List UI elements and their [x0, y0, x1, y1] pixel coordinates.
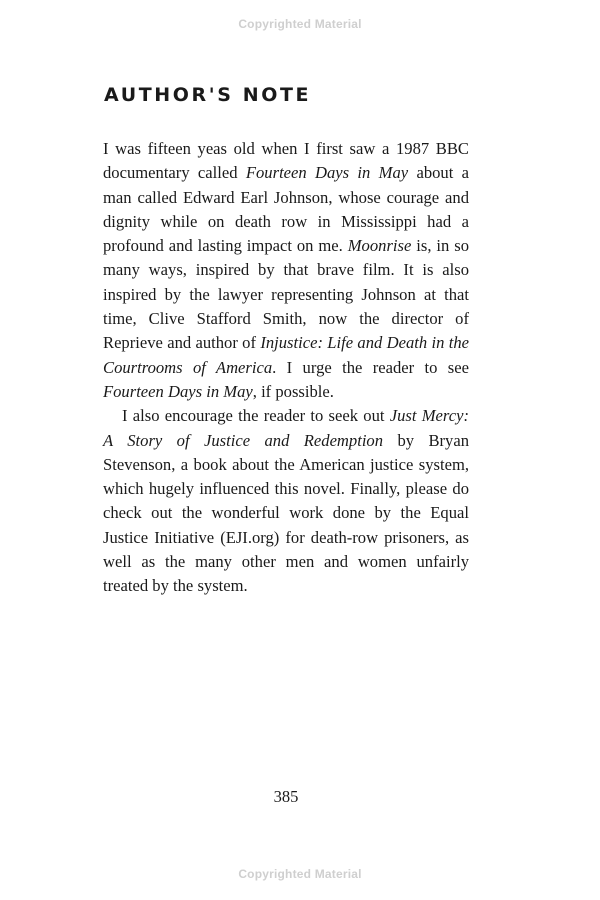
- title-just-mercy: Just Mercy: A Story of Justice and Redemption: [103, 406, 469, 450]
- copyright-watermark-top: Copyrighted Material: [238, 17, 362, 31]
- title-injustice: Injustice: Life and Death in the Courtrooms of America: [103, 333, 469, 377]
- text-run: , if possible.: [252, 381, 334, 401]
- copyright-watermark-bottom: Copyrighted Material: [238, 867, 362, 881]
- body-text: [103, 137, 469, 599]
- page-number: 385: [273, 787, 299, 806]
- title-fourteen-days-in-may: Fourteen Days in May: [245, 163, 409, 183]
- text-run: about a man called Edward Earl Johnson, whose courage and dignity while on death row in Mississippi had a profound and lasting impact on me.: [103, 163, 469, 256]
- chapter-heading: AUTHOR'S NOTE: [104, 84, 312, 106]
- title-fourteen-days-in-may: Fourteen Days in May: [103, 381, 253, 401]
- text-run: by Bryan Stevenson, a book about the American justice system, which hugely influenced this novel. Finally, please do check out the wonderful work done by the Equal Justice Initiative (EJI.org) for death-row prisoners, as well as the many other men and women unfairly treated by the system.: [103, 430, 469, 596]
- paragraph-1: [103, 137, 469, 404]
- text-run: . I urge the reader to see: [272, 357, 469, 377]
- text-run: I also encourage the reader to seek out: [122, 406, 390, 426]
- paragraph-2: [103, 404, 469, 598]
- text-run: I was fifteen yeas old when I first saw a 1987 BBC documentary called: [103, 139, 469, 183]
- text-run: is, in so many ways, inspired by that brave film. It is also inspired by the lawyer representing Johnson at that time, Clive Stafford Smith, now the director of Reprieve and author of: [103, 236, 469, 353]
- title-moonrise: Moonrise: [347, 236, 412, 256]
